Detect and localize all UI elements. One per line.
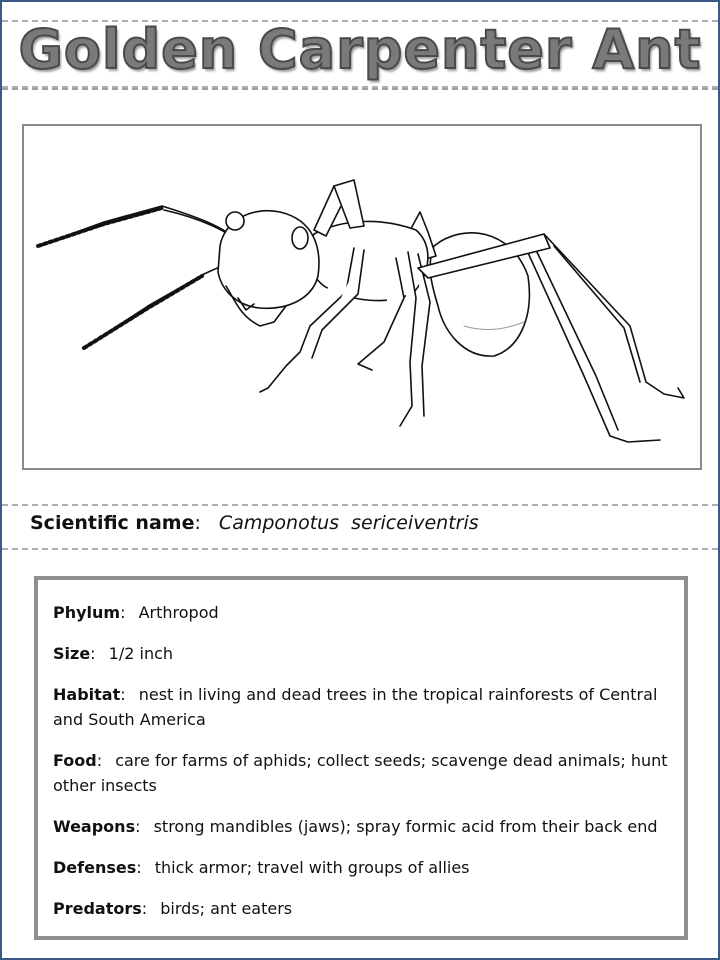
ant-icon xyxy=(24,126,700,468)
ant-illustration-frame xyxy=(22,124,702,470)
fact-size: Size: 1/2 inch xyxy=(53,644,174,663)
fact-key: Phylum xyxy=(53,603,121,622)
fact-weapons: Weapons: strong mandibles (jaws); spray formic acid from their back end xyxy=(53,817,658,836)
section-divider-bottom xyxy=(2,548,718,550)
fact-key: Food xyxy=(53,751,97,770)
scientific-name-label: Scientific name xyxy=(30,512,195,534)
fact-value: thick armor; travel with groups of allies xyxy=(154,858,470,877)
scientific-name-value: Camponotus sericeiventris xyxy=(218,512,479,534)
fact-predators: Predators: birds; ant eaters xyxy=(53,899,293,918)
scientific-name-row xyxy=(30,512,479,542)
fact-value: strong mandibles (jaws); spray formic acid from their back end xyxy=(153,817,658,836)
fact-value: birds; ant eaters xyxy=(160,899,293,918)
fact-key: Habitat xyxy=(53,685,121,704)
fact-value: care for farms of aphids; collect seeds; scavenge dead animals; hunt other insects xyxy=(53,751,668,795)
fact-food: Food: care for farms of aphids; collect seeds; scavenge dead animals; hunt other insects xyxy=(53,751,668,795)
fact-value: Arthropod xyxy=(138,603,219,622)
fact-value: nest in living and dead trees in the tropical rainforests of Central and South America xyxy=(53,685,658,729)
fact-key: Defenses xyxy=(53,858,137,877)
fact-key: Predators xyxy=(53,899,142,918)
fact-phylum: Phylum: Arthropod xyxy=(53,603,219,622)
facts-panel xyxy=(34,576,688,940)
title-band xyxy=(2,2,718,90)
fact-defenses: Defenses: thick armor; travel with groups of allies xyxy=(53,858,470,877)
fact-key: Size xyxy=(53,644,91,663)
section-divider-top xyxy=(2,504,718,506)
fact-key: Weapons xyxy=(53,817,136,836)
page-title: Golden Carpenter Ant xyxy=(18,18,702,81)
title-bottom-divider xyxy=(2,86,718,88)
fact-habitat: Habitat: nest in living and dead trees in the tropical rainforests of Central and South America xyxy=(53,685,658,729)
scientific-name-separator: : xyxy=(194,512,201,534)
fact-value: 1/2 inch xyxy=(108,644,174,663)
